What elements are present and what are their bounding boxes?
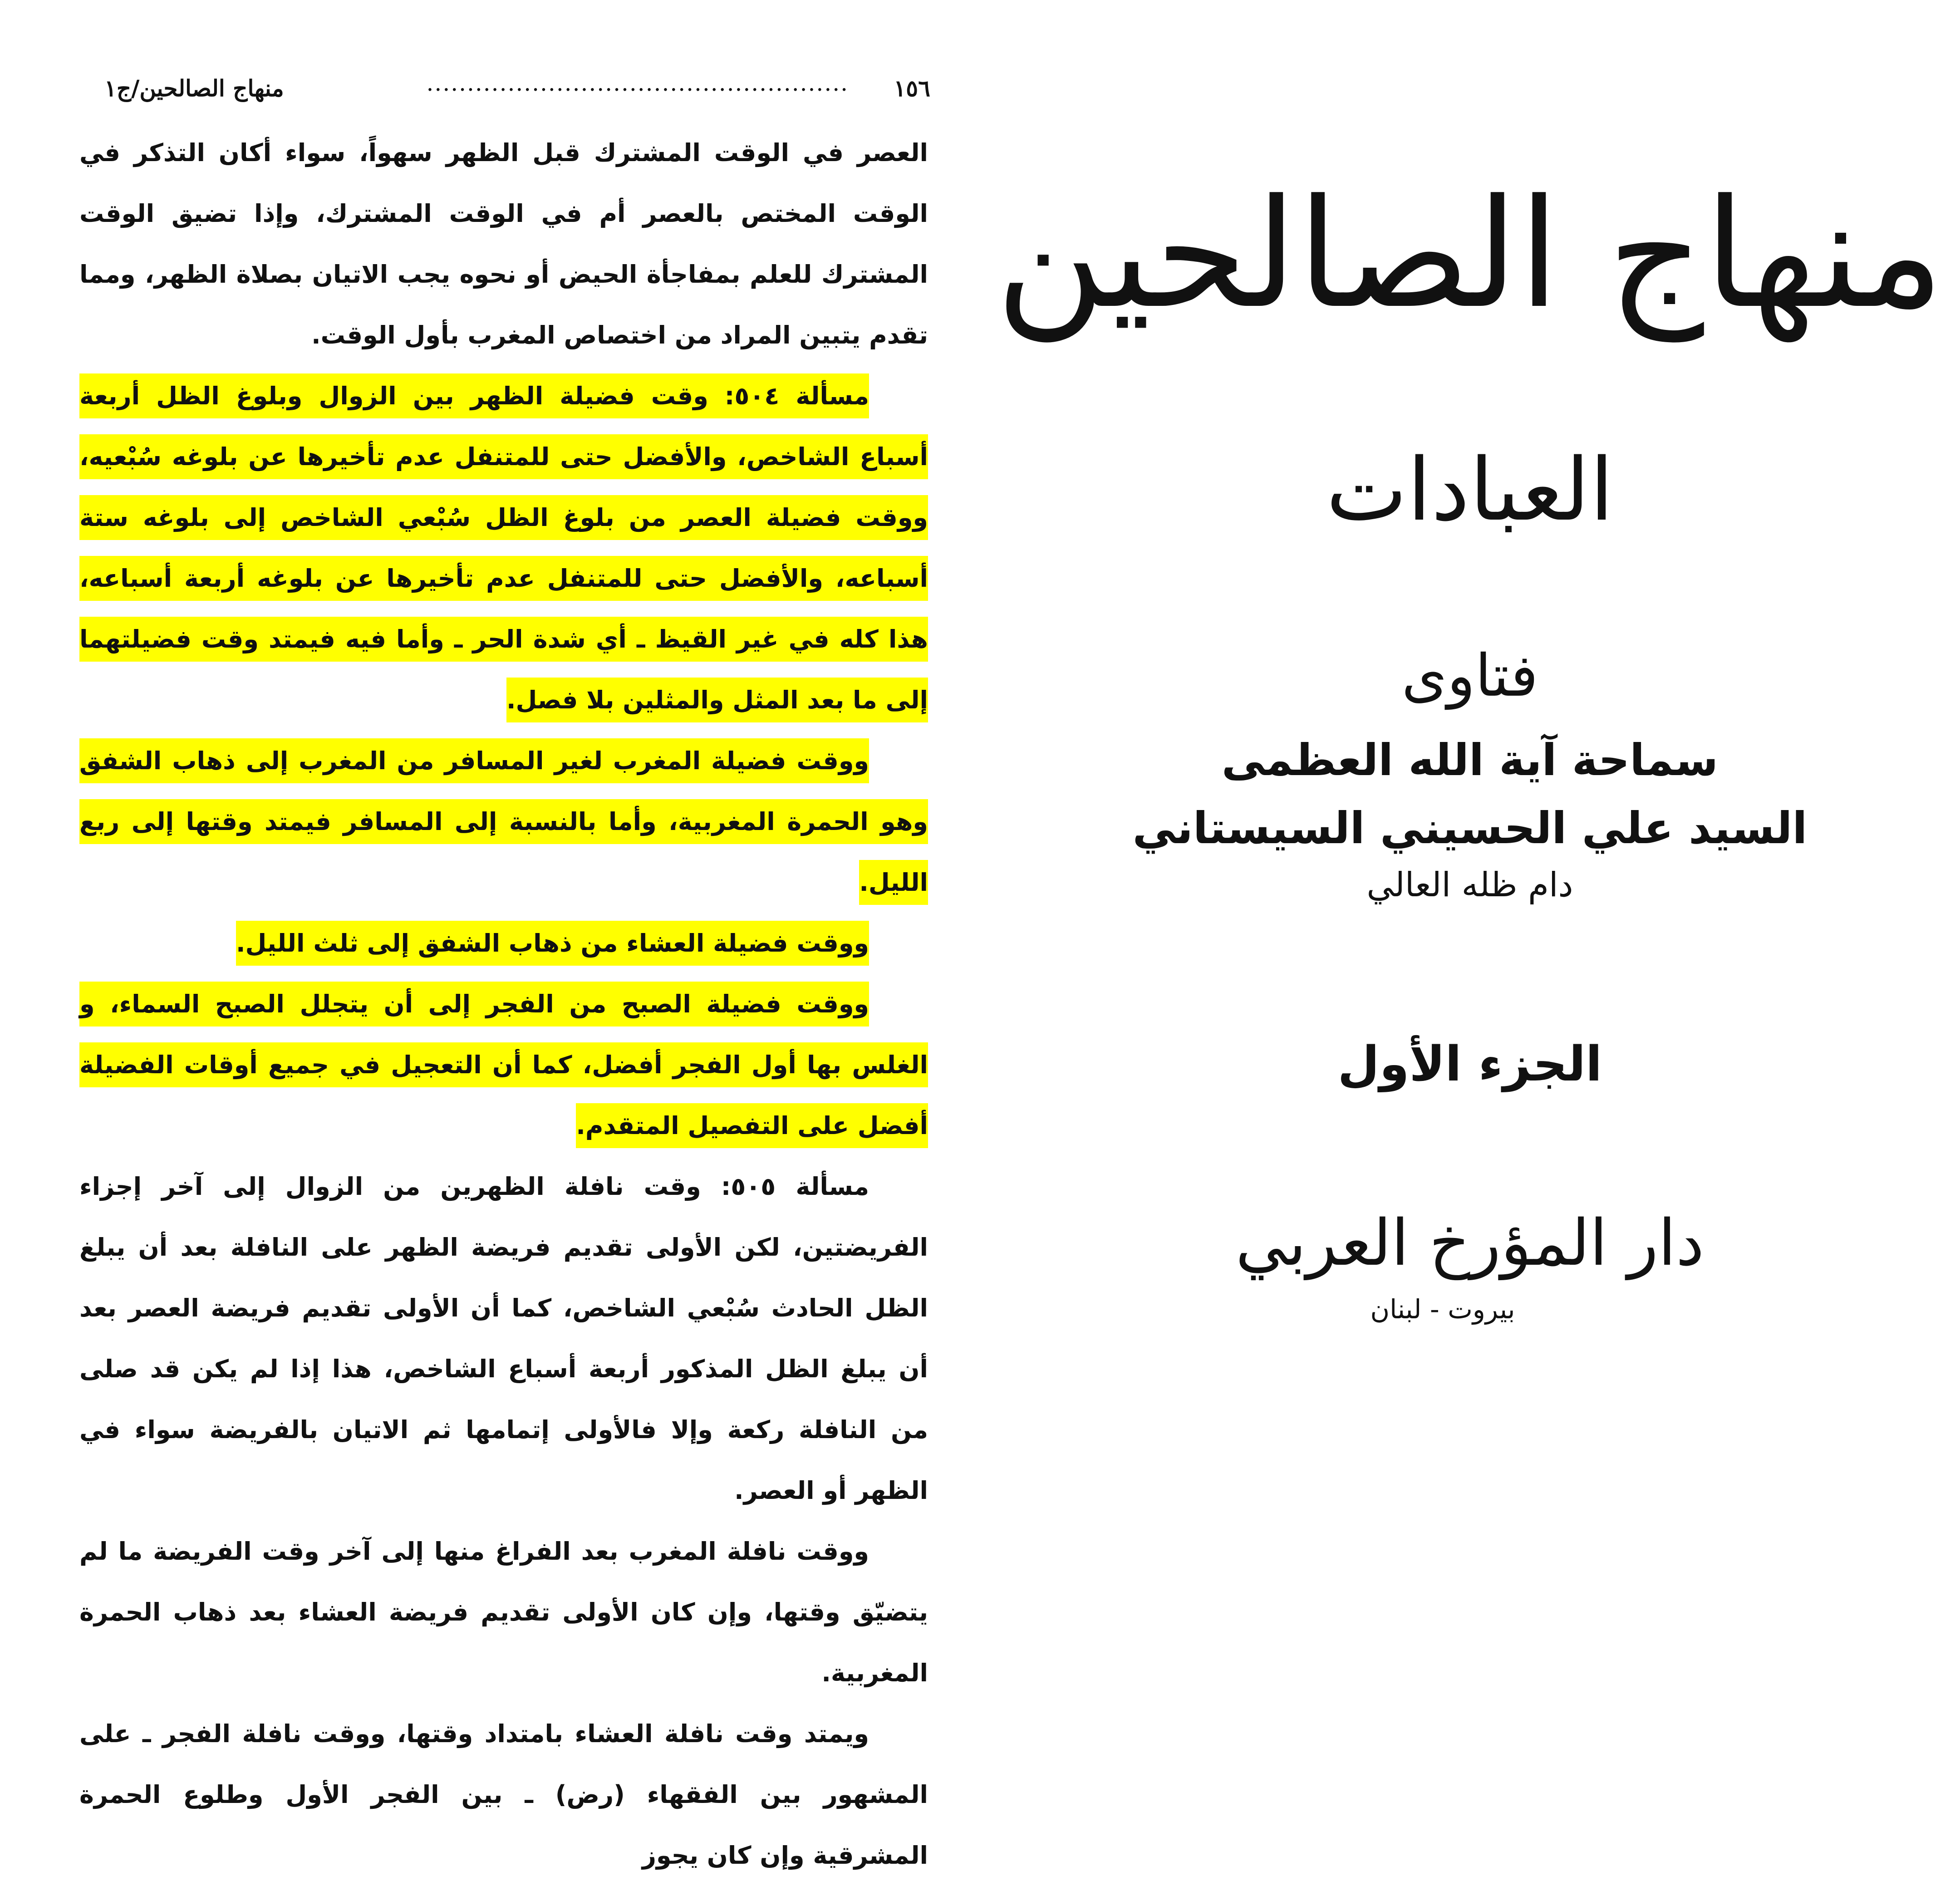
- subh-virtue-paragraph: [79, 974, 928, 1156]
- book-subtitle: العبادات: [1326, 440, 1614, 540]
- authority-line-3: دام ظله العالي: [1366, 865, 1573, 904]
- page-number: ١٥٦: [894, 75, 930, 102]
- running-title: منهاج الصالحين/ج١: [104, 75, 284, 102]
- publisher-city: بيروت - لبنان: [1370, 1294, 1515, 1325]
- authority-line-1: سماحة آية الله العظمى: [1221, 735, 1719, 786]
- isha-nafila-paragraph: ويمتد وقت نافلة العشاء بامتداد وقتها، ووقت نافلة الفجر ـ على المشهور بين الفقهاء (رض) ـ بين الفجر الأول وطلوع الحمرة المشرقية وإن كان يجوز: [79, 1719, 928, 1870]
- left-page: [0, 0, 980, 1870]
- book-title: منهاج الصالحين: [995, 167, 1945, 341]
- header-dot-leader: ....................................................: [426, 70, 849, 96]
- publisher-name: دار المؤرخ العربي: [1235, 1206, 1705, 1280]
- intro-paragraph: العصر في الوقت المشترك قبل الظهر سهواً، سواء أكان التذكر في الوقت المختص بالعصر أم في الوقت المشترك، وإذا تضيق الوقت المشترك للعلم بمفاجأة الحيض أو نحوه يجب الاتيان بصلاة الظهر، ومما تقدم يتبين المراد من اختصاص المغرب بأول الوقت.: [79, 138, 928, 349]
- cover: [980, 0, 1960, 1473]
- fatawa-label: فتاوى: [1401, 642, 1538, 710]
- running-header: [86, 68, 930, 109]
- issue-504-paragraph: [79, 366, 928, 731]
- isha-virtue-paragraph: [79, 913, 928, 974]
- authority-line-2: السيد علي الحسيني السيستاني: [1132, 803, 1808, 854]
- issue-505-paragraph: مسألة ٥٠٥: وقت نافلة الظهرين من الزوال إلى آخر إجزاء الفريضتين، لكن الأولى تقديم فريضة الظهر على النافلة بعد أن يبلغ الظل الحادث سُبْعي الشاخص، كما أن الأولى تقديم فريضة العصر بعد أن يبلغ الظل المذكور أربعة أسباع الشاخص، هذا إذا لم يكن قد صلى من النافلة ركعة وإلا فالأولى إتمامها ثم الاتيان بالفريضة سواء في الظهر أو العصر.: [79, 1172, 928, 1505]
- volume-label: الجزء الأول: [1337, 1036, 1602, 1092]
- body-text: [79, 123, 928, 1886]
- highlighted-text: ووقت فضيلة الصبح من الفجر إلى أن يتجلل الصبح السماء، و الغلس بها أول الفجر أفضل، كما أن التعجيل في جميع أوقات الفضيلة أفضل على التفصيل المتقدم.: [79, 982, 928, 1148]
- maghrib-nafila-paragraph: ووقت نافلة المغرب بعد الفراغ منها إلى آخر وقت الفريضة ما لم يتضيّق وقتها، وإن كان الأولى تقديم فريضة العشاء بعد ذهاب الحمرة المغربية.: [79, 1537, 928, 1687]
- right-page: [980, 0, 1960, 1473]
- highlighted-text: ووقت فضيلة المغرب لغير المسافر من المغرب إلى ذهاب الشفق وهو الحمرة المغربية، وأما بالنسبة إلى المسافر فيمتد وقتها إلى ربع الليل.: [79, 738, 928, 905]
- highlighted-text: مسألة ٥٠٤: وقت فضيلة الظهر بين الزوال وبلوغ الظل أربعة أسباع الشاخص، والأفضل حتى للمتنفل عدم تأخيرها عن بلوغه سُبْعيه، ووقت فضيلة العصر من بلوغ الظل سُبْعي الشاخص إلى بلوغه ستة أسباعه، والأفضل حتى للمتنفل عدم تأخيرها عن بلوغه أربعة أسباعه، هذا كله في غير القيظ ـ أي شدة الحر ـ وأما فيه فيمتد وقت فضيلتهما إلى ما بعد المثل والمثلين بلا فصل.: [79, 373, 928, 722]
- highlighted-text: ووقت فضيلة العشاء من ذهاب الشفق إلى ثلث الليل.: [236, 921, 869, 966]
- maghrib-virtue-paragraph: [79, 731, 928, 913]
